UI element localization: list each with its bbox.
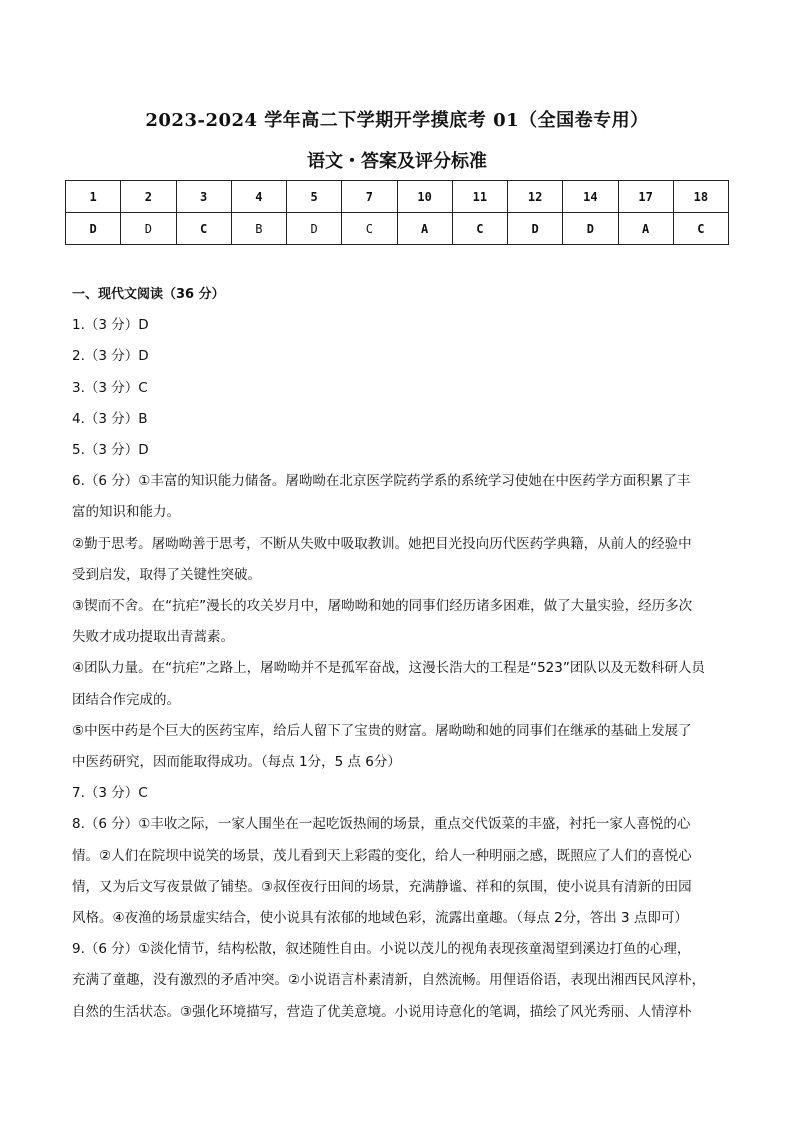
answer-cell: A (397, 213, 452, 245)
section-heading: 一、现代文阅读（36 分） (72, 287, 225, 302)
answer-table-number-row (66, 181, 729, 213)
answer-line: 7.（3 分）C (72, 785, 148, 802)
answer-line: ②勤于思考。屠呦呦善于思考，不断从失败中吸取教训。她把目光投向历代医药学典籍，从前人的经验中 (72, 535, 692, 552)
answer-line: 富的知识和能力。 (72, 504, 180, 521)
answer-cell: C (342, 213, 397, 245)
answer-line: 情。②人们在院坝中说笑的场景，茂儿看到天上彩霞的变化，给人一种明丽之感，既照应了人们的喜悦心 (72, 847, 692, 864)
question-number: 14 (563, 181, 618, 213)
answer-line: 充满了童趣，没有激烈的矛盾冲突。②小说语言朴素清新，自然流畅。用俚语俗语，表现出湘西民风淳朴， (72, 972, 706, 989)
question-number: 5 (287, 181, 342, 213)
answer-line: 3.（3 分）C (72, 379, 148, 396)
answer-cell: C (452, 213, 507, 245)
question-number: 7 (342, 181, 397, 213)
question-number: 17 (618, 181, 673, 213)
page-subtitle: 语文・答案及评分标准 (307, 151, 487, 172)
answer-line: 情，又为后文写夜景做了铺垫。③叔侄夜行田间的场景，充满静谧、祥和的氛围，使小说具有清新的田园 (72, 878, 692, 895)
answer-cell: D (66, 213, 121, 245)
answer-line: 2.（3 分）D (72, 348, 149, 365)
answer-table (65, 180, 729, 245)
question-number: 2 (121, 181, 176, 213)
answer-line: 风格。④夜渔的场景虚实结合，使小说具有浓郁的地域色彩，流露出童趣。（每点 2分，答出 3 点即可） (72, 910, 688, 927)
question-number: 11 (452, 181, 507, 213)
answer-line: ⑤中医中药是个巨大的医药宝库，给后人留下了宝贵的财富。屠呦呦和她的同事们在继承的基础上发展了 (72, 722, 692, 739)
answer-cell: A (618, 213, 673, 245)
answer-line: 9.（6 分）①淡化情节，结构松散，叙述随性自由。小说以茂儿的视角表现孩童渴望到溪边打鱼的心理， (72, 941, 691, 958)
answer-line: 6.（6 分）①丰富的知识能力储备。屠呦呦在北京医学院药学系的系统学习使她在中医药学方面积累了丰 (72, 473, 691, 490)
answer-line: 自然的生活状态。③强化环境描写，营造了优美意境。小说用诗意化的笔调，描绘了风光秀丽、人情淳朴 (72, 1003, 692, 1020)
answer-line: 8.（6 分）①丰收之际，一家人围坐在一起吃饭热闹的场景，重点交代饭菜的丰盛，衬托一家人喜悦的心 (72, 816, 691, 833)
answer-line: 失败才成功提取出青蒿素。 (72, 629, 234, 646)
answer-cell: D (287, 213, 342, 245)
answer-line: 团结合作完成的。 (72, 691, 180, 708)
question-number: 4 (231, 181, 286, 213)
answer-line: ④团队力量。在“抗疟”之路上，屠呦呦并不是孤军奋战，这漫长浩大的工程是“523”团队以及无数科研人员 (72, 660, 705, 677)
answer-line: 1.（3 分）D (72, 317, 149, 334)
answer-table-answer-row (66, 213, 729, 245)
answer-line: ③锲而不舍。在“抗疟”漫长的攻关岁月中，屠呦呦和她的同事们经历诸多困难，做了大量实验，经历多次 (72, 598, 693, 615)
question-number: 10 (397, 181, 452, 213)
question-number: 1 (66, 181, 121, 213)
answer-cell: B (231, 213, 286, 245)
answer-cell: C (176, 213, 231, 245)
question-number: 18 (673, 181, 728, 213)
page-title: 2023-2024 学年高二下学期开学摸底考 01（全国卷专用） (145, 110, 649, 131)
question-number: 12 (508, 181, 563, 213)
answer-line: 4.（3 分）B (72, 410, 148, 427)
answer-content (72, 279, 724, 1028)
answer-line: 受到启发，取得了关键性突破。 (72, 566, 261, 583)
question-number: 3 (176, 181, 231, 213)
answer-line: 5.（3 分）D (72, 442, 149, 459)
answer-line: 中医药研究，因而能取得成功。（每点 1分，5 点 6分） (72, 754, 401, 771)
answer-cell: C (673, 213, 728, 245)
answer-cell: D (563, 213, 618, 245)
answer-cell: D (508, 213, 563, 245)
answer-cell: D (121, 213, 176, 245)
